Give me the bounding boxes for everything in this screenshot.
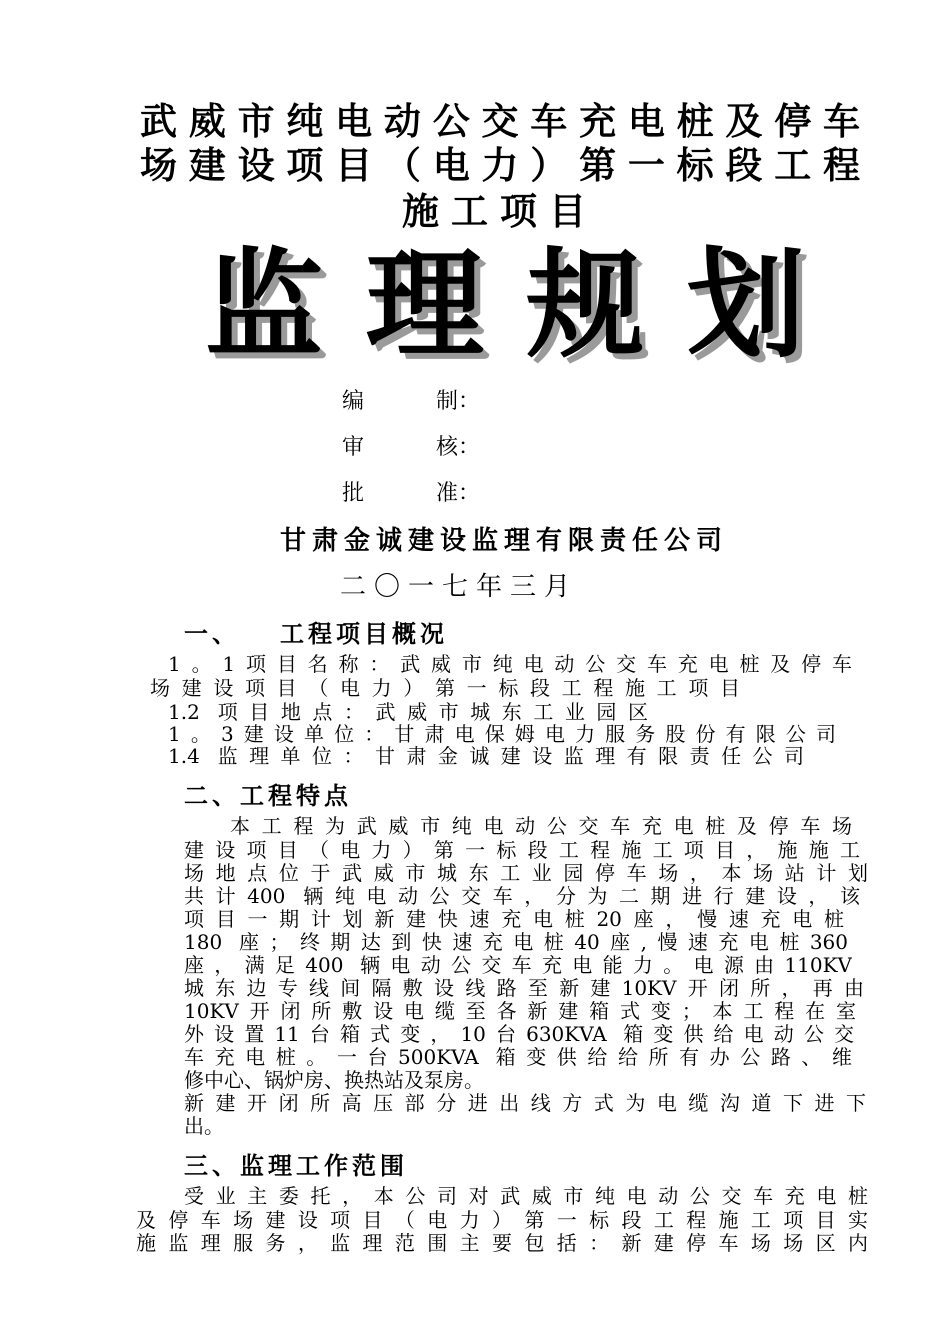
document-date: 二〇一七年三月 xyxy=(340,572,579,602)
section1-heading-num: 一、 xyxy=(184,620,240,648)
signature-label: 制： xyxy=(436,389,481,414)
paragraph-line: 外设置11台箱式变，10台630KVA 箱变供给电动公交 xyxy=(184,1022,854,1046)
paragraph-line: 180 座；终期达到快速充电桩40座,慢速充电桩360 xyxy=(184,930,848,954)
title-line-1: 武威市纯电动公交车充电桩及停车 xyxy=(140,100,860,143)
section1-heading-text: 工程项目概况 xyxy=(280,620,448,648)
paragraph-line: 1.2 项目地点：武威市城东工业园区 xyxy=(168,700,648,724)
paragraph-line: 本工程为武威市纯电动公交车充电桩及停车场 xyxy=(230,814,852,838)
paragraph-line: 共计400 辆纯电动公交车，分为二期进行建设，该 xyxy=(184,884,860,908)
company-name: 甘肃金诚建设监理有限责任公司 xyxy=(280,526,729,556)
paragraph-line: 及停车场建设项目（电力）第一标段工程施工项目实 xyxy=(136,1208,868,1232)
signature-compiler xyxy=(342,384,480,415)
paragraph-line: 车充电桩。一台500KVA 箱变供给给所有办公路、维 xyxy=(184,1045,852,1069)
paragraph-line: 1.4 监理单位：甘肃金诚建设监理有限责任公司 xyxy=(168,744,804,768)
paragraph-line: 修中心、锅炉房、换热站及泵房。 xyxy=(184,1068,484,1092)
paragraph-line: 新建开闭所高压部分进出线方式为电缆沟道下进下 xyxy=(184,1091,866,1115)
paragraph-line: 项目一期计划新建快速充电桩20座，慢速充电桩 xyxy=(184,907,844,931)
signature-label: 审 xyxy=(342,435,365,460)
section2-heading: 二、工程特点 xyxy=(184,782,352,810)
big-title: 监理规划 xyxy=(205,236,805,374)
paragraph-line: 建设项目（电力）第一标段工程施工项目，施施工 xyxy=(184,838,860,862)
title-line-2: 场建设项目（电力）第一标段工程 xyxy=(140,144,860,187)
signature-label: 准： xyxy=(436,481,481,506)
signature-label: 批 xyxy=(342,481,365,506)
paragraph-line: 施监理服务，监理范围主要包括：新建停车场场区内 xyxy=(136,1231,868,1255)
paragraph-line: 城东边专线间隔敷设线路至新建10KV开闭所，再由 xyxy=(184,976,864,1000)
paragraph-line: 场地点位于武威市城东工业园停车场，本场站计划 xyxy=(184,861,868,885)
signature-label: 核： xyxy=(436,435,481,460)
section3-heading: 三、监理工作范围 xyxy=(184,1152,408,1180)
signature-reviewer xyxy=(342,430,480,461)
section1-heading xyxy=(184,614,448,649)
paragraph-line: 1。3建设单位：甘肃电保姆电力服务股份有限公司 xyxy=(168,722,836,746)
paragraph-line: 受业主委托，本公司对武威市纯电动公交车充电桩 xyxy=(184,1184,868,1208)
title-line-3: 施工项目 xyxy=(402,190,598,233)
paragraph-line: 场建设项目（电力）第一标段工程施工项目 xyxy=(150,676,740,700)
signature-label: 编 xyxy=(342,389,365,414)
signature-approver xyxy=(342,476,480,507)
paragraph-line: 出。 xyxy=(184,1114,224,1138)
paragraph-line: 10KV开闭所敷设电缆至各新建箱式变；本工程在室 xyxy=(184,999,856,1023)
paragraph-line: 1。1项目名称：武威市纯电动公交车充电桩及停车 xyxy=(168,652,852,676)
paragraph-line: 座，满足400 辆电动公交车充电能力。电源由110KV xyxy=(184,953,852,977)
